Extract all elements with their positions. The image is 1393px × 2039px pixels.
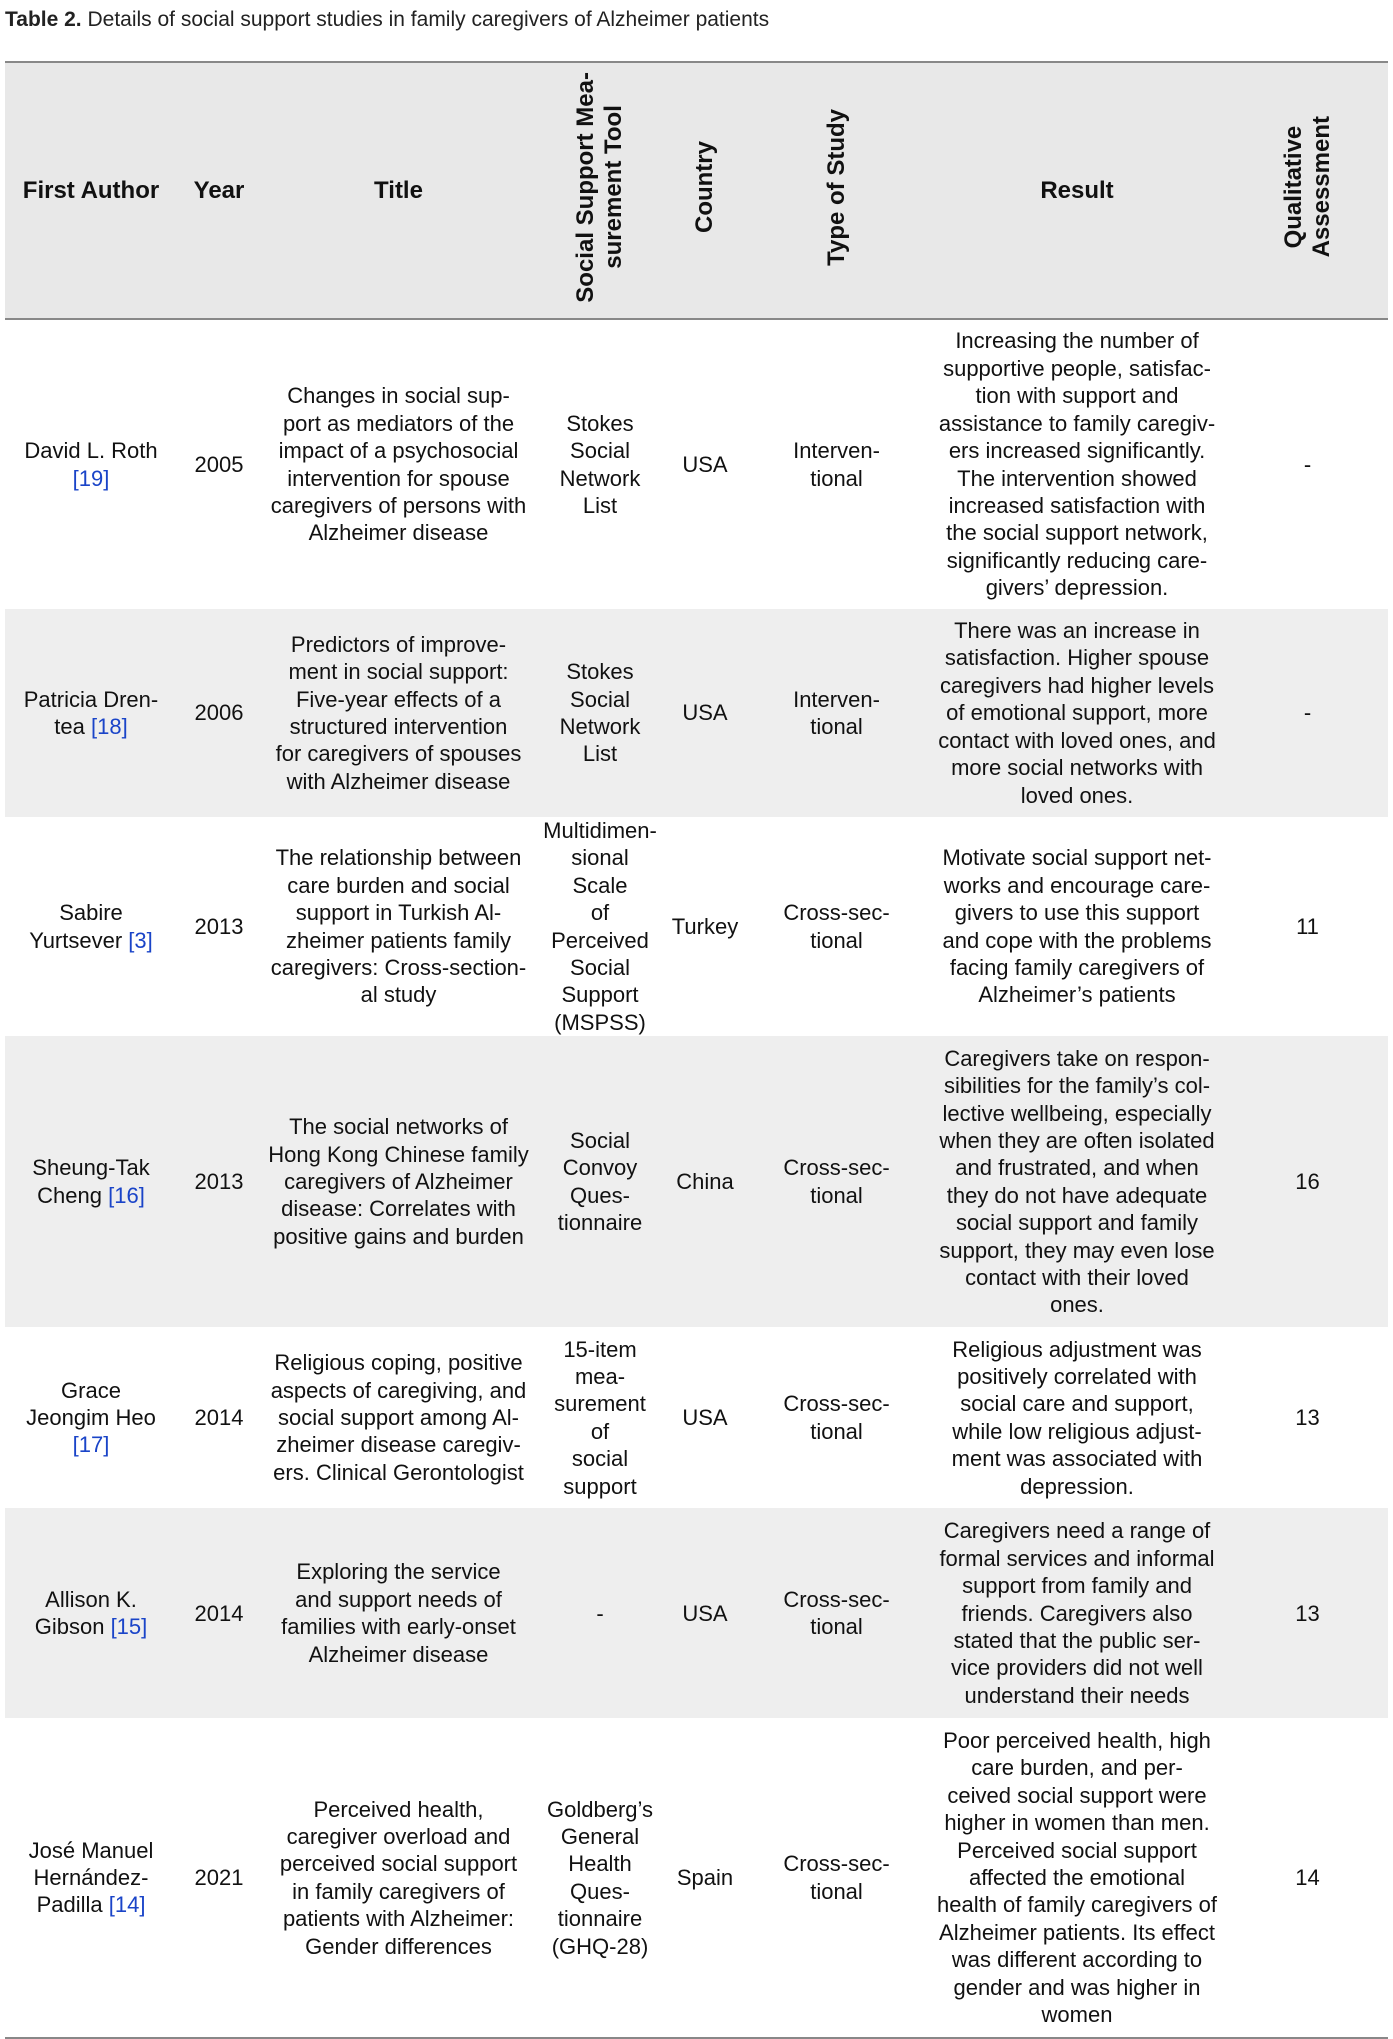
cell-country <box>664 1036 746 1327</box>
country-text: USA <box>682 700 728 726</box>
cell-author <box>5 319 177 609</box>
cell-type <box>746 319 927 609</box>
country-text: USA <box>682 1405 728 1431</box>
header-qa: Qualitative Assessment <box>1279 116 1335 258</box>
country-text: USA <box>682 451 728 477</box>
cell-country <box>664 817 746 1036</box>
tool-text: Multidimen- sional Scale of Perceived Social Support (MSPSS) <box>543 818 657 1035</box>
header-tool-cell <box>536 62 664 319</box>
cell-year <box>177 817 261 1036</box>
result-text: Religious adjustment was positively correlated with social care and support, while low religious adjust- ment was associated with depression. <box>951 1336 1203 1499</box>
tool-text: Goldberg’s General Health Ques- tionnaire (GHQ-28) <box>547 1796 653 1959</box>
qa-text: 14 <box>1295 1865 1320 1891</box>
cell-author <box>5 1036 177 1327</box>
table-row <box>5 1508 1388 1718</box>
citation-link[interactable]: [3] <box>128 927 153 953</box>
cell-tool <box>536 817 664 1036</box>
cell-year <box>177 609 261 817</box>
cell-tool <box>536 1718 664 2038</box>
title-text: Predictors of improve- ment in social support: Five-year effects of a structured intervention for caregivers of spouses with Alzheimer disease <box>275 631 522 794</box>
cell-qa <box>1227 1718 1388 2038</box>
table-row <box>5 1327 1388 1508</box>
cell-qa <box>1227 319 1388 609</box>
cell-type <box>746 817 927 1036</box>
cell-result <box>927 1718 1227 2038</box>
header-title: Title <box>261 62 536 319</box>
type-text: Interven- tional <box>793 686 880 739</box>
studies-table <box>5 61 1388 2039</box>
cell-title <box>261 1036 536 1327</box>
result-text: Motivate social support net- works and encourage care- givers to use this support and cope with the problems facing family caregivers of Alzheimer’s patients <box>942 845 1212 1008</box>
cell-qa <box>1227 1508 1388 1718</box>
cell-country <box>664 609 746 817</box>
country-text: USA <box>682 1600 728 1626</box>
type-text: Cross-sec- tional <box>783 1391 890 1444</box>
year-text: 2006 <box>194 700 244 726</box>
header-country: Country <box>691 141 718 233</box>
citation-link[interactable]: [15] <box>110 1614 148 1640</box>
cell-type <box>746 1718 927 2038</box>
title-text: The relationship between care burden and social support in Turkish Al- zheimer patients family caregivers: Cross-section- al study <box>270 845 527 1008</box>
cell-author <box>5 609 177 817</box>
title-text: Exploring the service and support needs of families with early-onset Alzheimer disease <box>281 1559 516 1667</box>
cell-title <box>261 1718 536 2038</box>
citation-link[interactable]: [18] <box>91 714 128 739</box>
cell-result <box>927 1036 1227 1327</box>
type-text: Cross-sec- tional <box>783 1155 890 1208</box>
cell-title <box>261 319 536 609</box>
cell-country <box>664 319 746 609</box>
cell-result <box>927 1327 1227 1508</box>
cell-result <box>927 319 1227 609</box>
tool-text: Stokes Social Network List <box>559 659 641 767</box>
cell-title <box>261 1508 536 1718</box>
title-text: Changes in social sup- port as mediators of the impact of a psychosocial intervention for spouse caregivers of persons with Alzheimer disease <box>270 383 527 546</box>
caption-text: Details of social support studies in family caregivers of Alzheimer patients <box>81 8 770 31</box>
author-name: Patricia Dren- tea <box>23 686 159 739</box>
result-text: Increasing the number of supportive people, satisfac- tion with support and assistance to family caregiv- ers increased significantly. The intervention showed increased satisfaction with the social support network, significantly reducing care- givers’ depression. <box>938 328 1216 601</box>
citation-link[interactable]: [19] <box>72 465 110 491</box>
tool-text: 15-item mea- surement of social support <box>554 1336 646 1499</box>
tool-text: Stokes Social Network List <box>559 410 641 518</box>
year-text: 2005 <box>194 451 244 477</box>
cell-result <box>927 1508 1227 1718</box>
qa-text: - <box>1303 451 1312 477</box>
header-result: Result <box>927 62 1227 319</box>
table-body <box>5 319 1388 2038</box>
cell-tool <box>536 1327 664 1508</box>
citation-link[interactable]: [16] <box>108 1182 145 1208</box>
author-name: Allison K. Gibson <box>34 1586 137 1640</box>
year-text: 2013 <box>194 913 244 939</box>
header-first-author: First Author <box>5 62 177 319</box>
type-text: Interven- tional <box>793 438 880 491</box>
author-name: Sabire Yurtsever <box>29 900 123 953</box>
cell-author <box>5 1508 177 1718</box>
country-text: China <box>676 1169 734 1195</box>
cell-tool <box>536 609 664 817</box>
cell-result <box>927 817 1227 1036</box>
type-text: Cross-sec- tional <box>783 1586 890 1640</box>
table-row <box>5 1036 1388 1327</box>
qa-text: 16 <box>1295 1169 1320 1195</box>
title-text: Perceived health, caregiver overload and perceived social support in family caregivers of patients with Alzheimer: Gender differences <box>279 1796 518 1959</box>
table-row <box>5 1718 1388 2038</box>
type-text: Cross-sec- tional <box>783 1851 890 1904</box>
caption-label: Table 2. <box>5 8 82 31</box>
cell-year <box>177 319 261 609</box>
cell-type <box>746 609 927 817</box>
cell-qa <box>1227 1036 1388 1327</box>
title-text: The social networks of Hong Kong Chinese family caregivers of Alzheimer disease: Correlates with positive gains and burden <box>268 1114 529 1249</box>
cell-type <box>746 1508 927 1718</box>
cell-title <box>261 817 536 1036</box>
citation-link[interactable]: [17] <box>72 1432 110 1458</box>
cell-country <box>664 1327 746 1508</box>
cell-author <box>5 1327 177 1508</box>
author-name: Grace Jeongim Heo <box>26 1377 156 1431</box>
country-text: Spain <box>676 1865 734 1891</box>
tool-text: - <box>596 1600 604 1626</box>
cell-title <box>261 609 536 817</box>
cell-year <box>177 1036 261 1327</box>
cell-result <box>927 609 1227 817</box>
cell-qa <box>1227 817 1388 1036</box>
header-row <box>5 62 1388 319</box>
cell-year <box>177 1327 261 1508</box>
qa-text: 11 <box>1296 913 1319 939</box>
header-type: Type of Study <box>822 108 850 266</box>
table-caption <box>5 8 769 32</box>
table-row <box>5 609 1388 817</box>
qa-text: 13 <box>1295 1600 1320 1626</box>
result-text: Poor perceived health, high care burden, and per- ceived social support were higher in women than men. Perceived social support affected the emotional health of family caregivers of Alzheimer patients. Its effect was different according to gender and was higher in women <box>936 1728 1218 2028</box>
cell-year <box>177 1718 261 2038</box>
cell-country <box>664 1718 746 2038</box>
cell-author <box>5 817 177 1036</box>
cell-type <box>746 1327 927 1508</box>
type-text: Cross-sec- tional <box>783 900 890 953</box>
cell-tool <box>536 1036 664 1327</box>
table-row <box>5 817 1388 1036</box>
author-name: David L. Roth <box>24 438 158 464</box>
cell-qa <box>1227 1327 1388 1508</box>
header-year: Year <box>177 62 261 319</box>
cell-qa <box>1227 609 1388 817</box>
cell-author <box>5 1718 177 2038</box>
header-type-cell <box>746 62 927 319</box>
citation-link[interactable]: [14] <box>108 1892 146 1918</box>
author-name: José Manuel Hernández- Padilla <box>28 1837 154 1918</box>
header-qa-cell <box>1227 62 1388 319</box>
year-text: 2013 <box>194 1169 244 1195</box>
cell-country <box>664 1508 746 1718</box>
author-name: Sheung-Tak Cheng <box>32 1155 150 1208</box>
result-text: Caregivers need a range of formal services and informal support from family and friends. Caregivers also stated that the public ser- vice providers did not well understand their needs <box>939 1518 1215 1708</box>
cell-tool <box>536 319 664 609</box>
qa-text: 13 <box>1295 1405 1320 1431</box>
header-country-cell <box>664 62 746 319</box>
result-text: There was an increase in satisfaction. Higher spouse caregivers had higher levels of emotional support, more contact with loved ones, and more social networks with loved ones. <box>938 618 1216 808</box>
cell-tool <box>536 1508 664 1718</box>
header-tool: Social Support Mea- surement Tool <box>572 71 627 303</box>
result-text: Caregivers take on respon- sibilities for the family’s col- lective wellbeing, especially when they are often isolated and frustrated, and when they do not have adequate social support and family support, they may even lose contact with their loved ones. <box>939 1045 1215 1318</box>
cell-type <box>746 1036 927 1327</box>
cell-year <box>177 1508 261 1718</box>
tool-text: Social Convoy Ques- tionnaire <box>557 1127 643 1236</box>
year-text: 2014 <box>194 1405 244 1431</box>
title-text: Religious coping, positive aspects of caregiving, and social support among Al- zheimer disease caregiv- ers. Clinical Gerontologist <box>270 1350 527 1485</box>
cell-title <box>261 1327 536 1508</box>
year-text: 2014 <box>194 1600 244 1626</box>
country-text: Turkey <box>671 913 739 939</box>
table-row <box>5 319 1388 609</box>
year-text: 2021 <box>194 1865 244 1891</box>
qa-text: - <box>1303 700 1312 726</box>
